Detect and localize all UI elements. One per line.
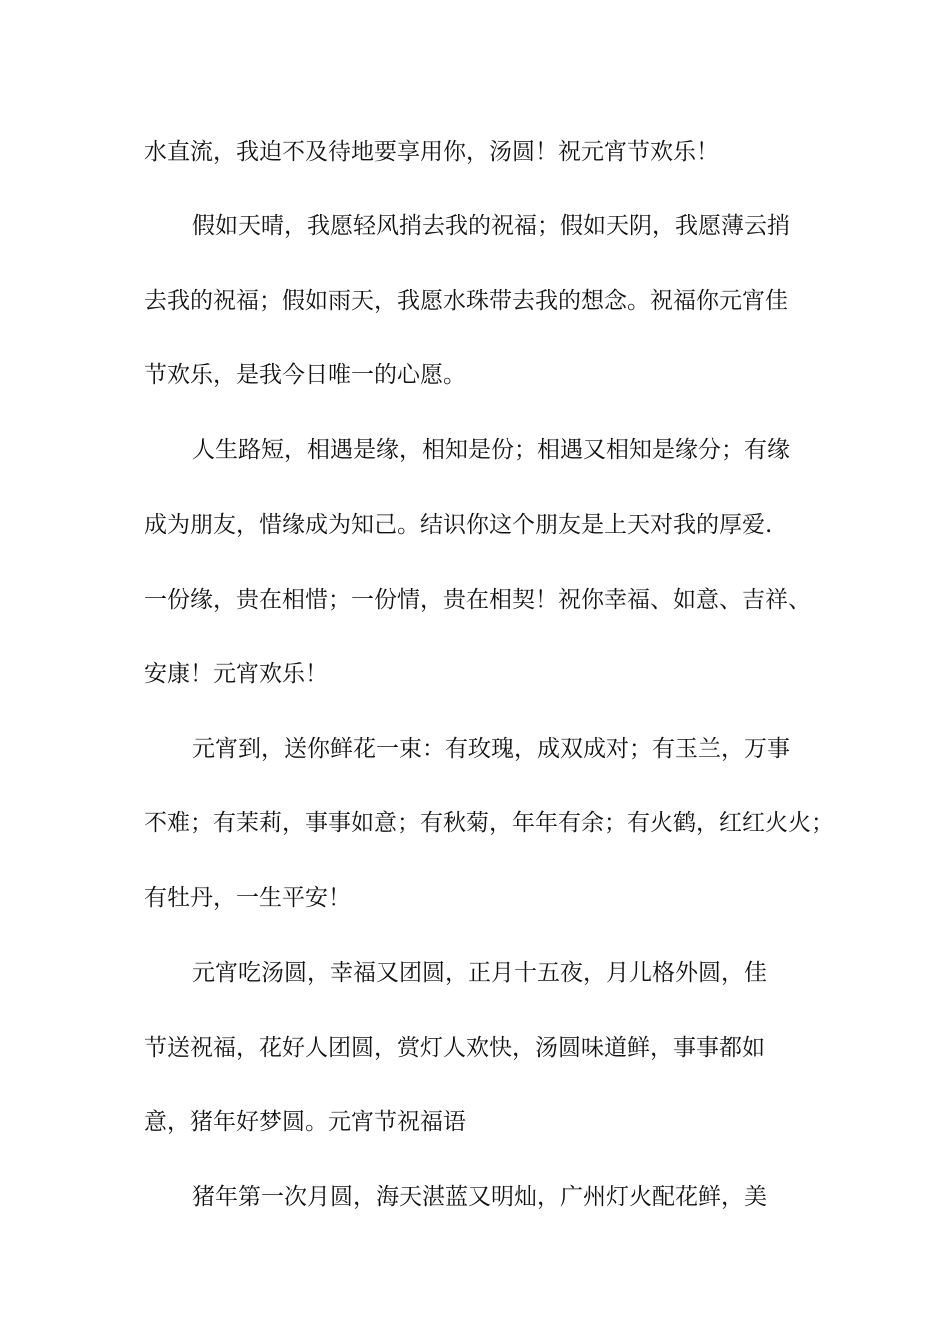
- text-line: 有牡丹，一生平安！: [144, 885, 351, 911]
- paragraph-start-line: 元宵吃汤圆，幸福又团圆，正月十五夜，月儿格外圆，佳: [192, 960, 767, 986]
- text-line: 去我的祝福；假如雨天，我愿水珠带去我的想念。祝福你元宵佳: [144, 288, 788, 314]
- text-line: 安康！元宵欢乐！: [144, 661, 328, 687]
- text-line: 不难；有茉莉，事事如意；有秋菊，年年有余；有火鹤，红红火火；: [144, 810, 834, 836]
- text-line: 水直流，我迫不及待地要享用你，汤圆！祝元宵节欢乐！: [144, 139, 719, 165]
- paragraph-start-line: 人生路短，相遇是缘，相知是份；相遇又相知是缘分；有缘: [192, 437, 790, 463]
- text-line: 意，猪年好梦圆。元宵节祝福语: [144, 1109, 466, 1135]
- paragraph-start-line: 假如天晴，我愿轻风捎去我的祝福；假如天阴，我愿薄云捎: [192, 213, 790, 239]
- text-line: 成为朋友，惜缘成为知己。结识你这个朋友是上天对我的厚爱.: [144, 512, 773, 538]
- paragraph-start-line: 元宵到，送你鲜花一束：有玫瑰，成双成对；有玉兰，万事: [192, 736, 790, 762]
- text-line: 节欢乐，是我今日唯一的心愿。: [144, 362, 466, 388]
- text-line: 一份缘，贵在相惜；一份情，贵在相契！祝你幸福、如意、吉祥、: [144, 587, 811, 613]
- paragraph-start-line: 猪年第一次月圆，海天湛蓝又明灿，广州灯火配花鲜，美: [192, 1184, 767, 1210]
- text-line: 节送祝福，花好人团圆，赏灯人欢快，汤圆味道鲜，事事都如: [144, 1035, 765, 1061]
